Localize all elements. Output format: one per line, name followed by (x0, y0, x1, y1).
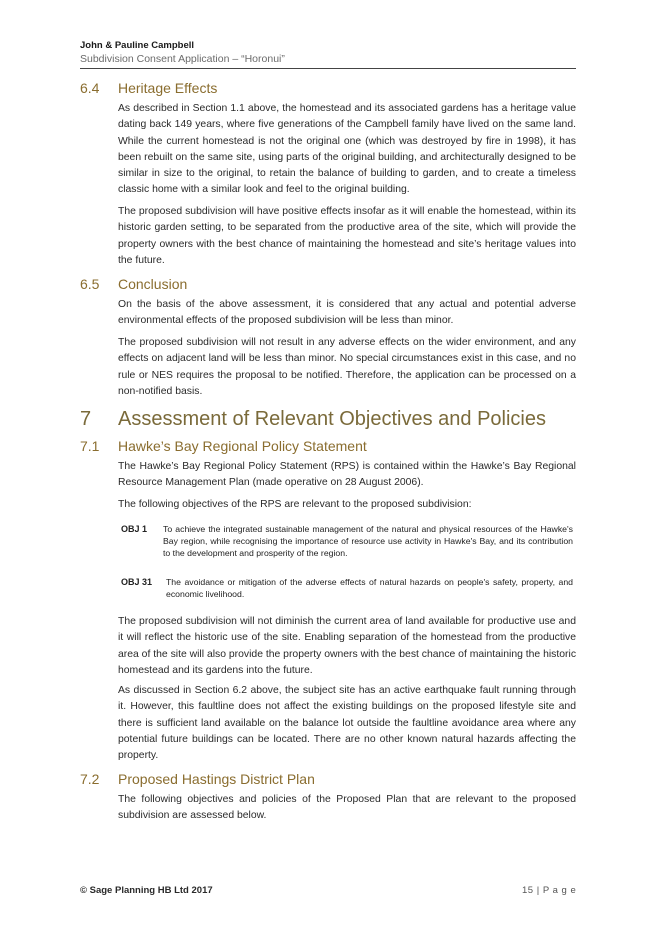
heading-number: 7.1 (80, 438, 100, 454)
heading-title: Assessment of Relevant Objectives and Policies (118, 408, 546, 430)
heading-title: Heritage Effects (118, 80, 218, 96)
paragraph: The Hawke’s Bay Regional Policy Statement (RPS) is contained within the Hawke’s Bay Regional Resource Management Plan (made operative on 28 August 2006). (118, 461, 576, 489)
heading-number: 7 (80, 408, 92, 430)
header-doc-title: Subdivision Consent Application – “Horonui” (80, 53, 285, 65)
heading-number: 7.2 (80, 771, 100, 787)
heading-number: 6.4 (80, 80, 100, 96)
footer-page-number: 15 | P a g e (522, 885, 577, 896)
footer-copyright: © Sage Planning HB Ltd 2017 (80, 885, 213, 896)
objective-text: To achieve the integrated sustainable management of the natural and physical resources of the Hawke's Bay region, while recognising the importance of resource use activity in Hawke's Bay, and its contribution to the development and prosperity of the region. (163, 524, 573, 558)
heading-7-2 (80, 771, 315, 787)
heading-title: Proposed Hastings District Plan (118, 771, 315, 787)
paragraph: The following objectives of the RPS are relevant to the proposed subdivision: (118, 499, 472, 510)
paragraph: On the basis of the above assessment, it is considered that any actual and potential adverse environmental effects of the proposed subdivision will be less than minor. (118, 299, 576, 327)
heading-title: Hawke’s Bay Regional Policy Statement (118, 438, 367, 454)
heading-6-5 (80, 276, 187, 292)
paragraph: The proposed subdivision will not result in any adverse effects on the wider environment, and any effects on adjacent land will be less than minor. No special circumstances exist in this case, and no rule or NES requires the proposal to be notified. Therefore, the application can be processed on a non-notified basis. (118, 337, 576, 397)
heading-7-1 (80, 438, 367, 454)
paragraph: The proposed subdivision will not diminish the current area of land available for productive use and it will reflect the historic use of the site. Enabling separation of the homestead from the productive area of the site will also provide the property owners with the best chance of maintaining the historic homestead and its gardens into the future. (118, 616, 577, 676)
paragraph: As described in Section 1.1 above, the homestead and its associated gardens has a heritage value dating back 149 years, where five generations of the Campbell family have lived on the same land. While the current homestead is not the original one (which was destroyed by fire in 1998), it has been rebuilt on the same site, using parts of the original building, and architecturally designed to be similar in size to the original, to retain the balance of building to garden, and to create a timeless classic home with a similar look and feel to the original building. (118, 103, 576, 196)
paragraph: The proposed subdivision will have positive effects insofar as it will enable the homestead, within its historic garden setting, to be separated from the productive area of the site, which will provide the property owners with the best chance of maintaining the homestead and site’s heritage values into the future. (118, 206, 576, 266)
objective-code: OBJ 31 (121, 577, 153, 587)
paragraph: As discussed in Section 6.2 above, the subject site has an active earthquake fault running through it. However, this faultline does not affect the existing buildings on the proposed lifestyle site and there is sufficient land available on the balance lot outside the faultline avoidance area where any potential future buildings can be located. There are no other known natural hazards affecting the property. (118, 685, 576, 762)
header-rule (80, 68, 576, 69)
heading-6-4 (80, 80, 217, 96)
objective-text: The avoidance or mitigation of the adverse effects of natural hazards on people's safety, property, and economic livelihood. (166, 577, 573, 599)
heading-7 (80, 408, 546, 431)
header-org: John & Pauline Campbell (80, 40, 195, 51)
paragraph: The following objectives and policies of the Proposed Plan that are relevant to the proposed subdivision are assessed below. (118, 794, 576, 822)
objective-code: OBJ 1 (121, 524, 148, 534)
heading-number: 6.5 (80, 276, 100, 292)
heading-title: Conclusion (118, 276, 188, 292)
